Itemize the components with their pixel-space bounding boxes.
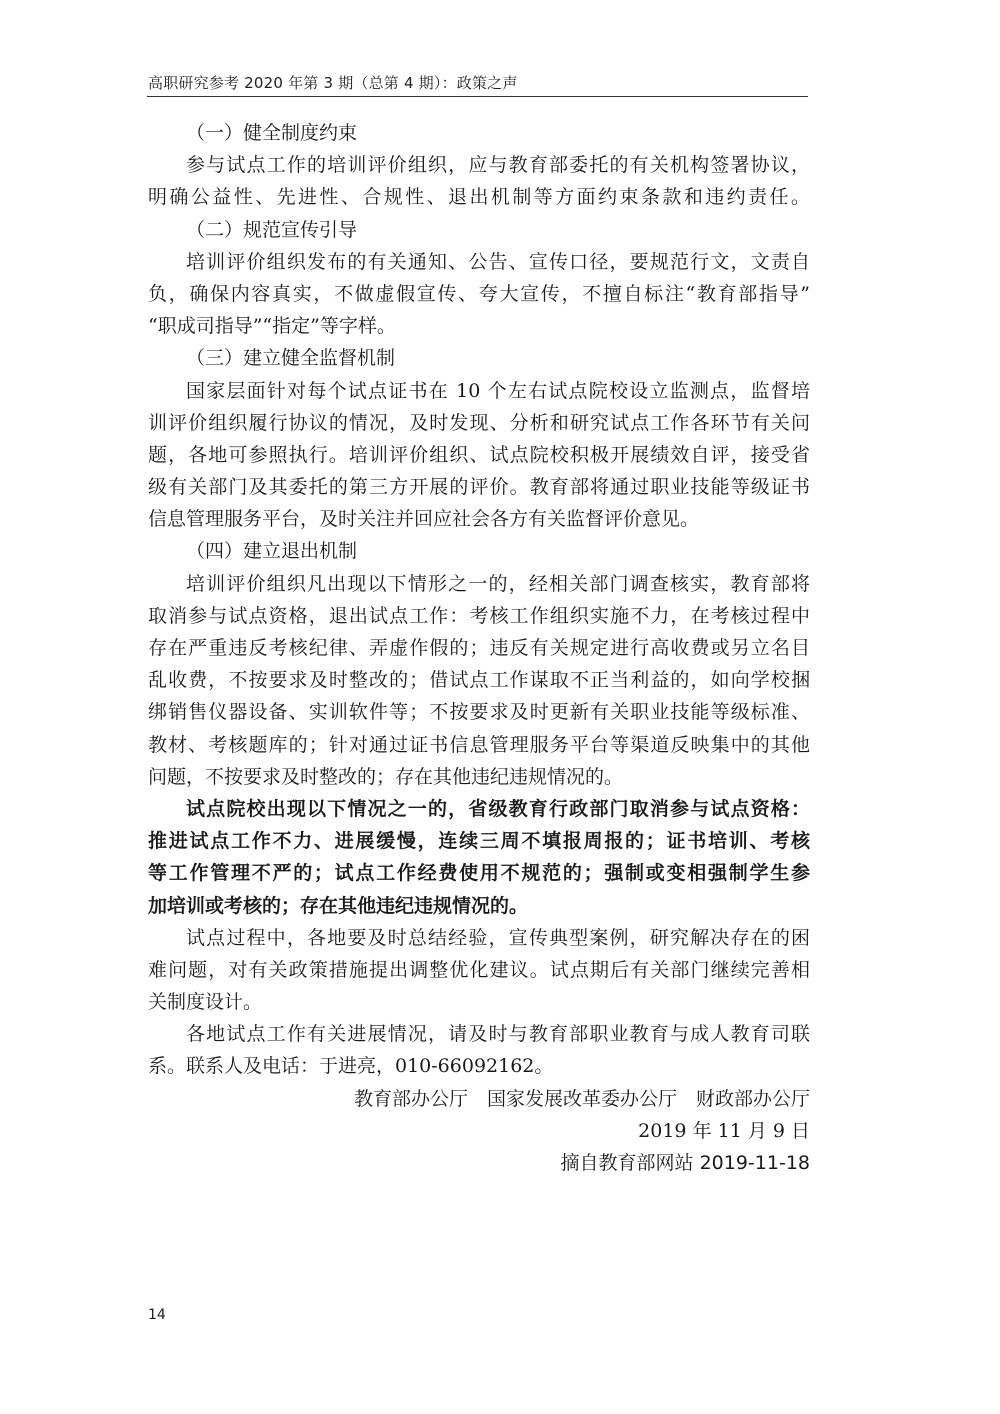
paragraph-line: 关制度设计。	[148, 991, 263, 1014]
section-heading: （二）规范宣传引导	[186, 218, 358, 241]
page-number: 14	[148, 1307, 166, 1323]
paragraph-line: 绑销售仪器设备、实训软件等；不按要求及时更新有关职业技能等级标准、	[148, 701, 810, 724]
paragraph-line: 培训评价组织凡出现以下情形之一的，经相关部门调查核实，教育部将	[186, 572, 810, 595]
paragraph-line: 加培训或考核的；存在其他违纪违规情况的。	[148, 894, 529, 917]
paragraph-line: 教材、考核题库的；针对通过证书信息管理服务平台等渠道反映集中的其他	[148, 733, 810, 756]
paragraph-line: 问题，不按要求及时整改的；存在其他违纪违规情况的。	[148, 765, 624, 788]
paragraph-line: 参与试点工作的培训评价组织，应与教育部委托的有关机构签署协议，	[186, 154, 810, 177]
paragraph-line: 难问题，对有关政策措施提出调整优化建议。试点期后有关部门继续完善相	[148, 958, 810, 981]
source-note: 摘自教育部网站 2019-11-18	[560, 1152, 810, 1174]
paragraph-line: 乱收费，不按要求及时整改的；借试点工作谋取不正当利益的，如向学校捆	[148, 669, 810, 692]
paragraph-line: 取消参与试点资格，退出试点工作：考核工作组织实施不力，在考核过程中	[148, 604, 810, 627]
paragraph-line: 级有关部门及其委托的第三方开展的评价。教育部将通过职业技能等级证书	[148, 476, 810, 499]
paragraph-line: 训评价组织履行协议的情况，及时发现、分析和研究试点工作各环节有关问	[148, 411, 810, 434]
paragraph-line: 存在严重违反考核纪律、弄虚作假的；违反有关规定进行高收费或另立名目	[148, 637, 810, 659]
issuing-offices: 教育部办公厅 国家发展改革委办公厅 财政部办公厅	[353, 1087, 810, 1110]
paragraph-line: 各地试点工作有关进展情况，请及时与教育部职业教育与成人教育司联	[186, 1023, 810, 1046]
paragraph-line: 等工作管理不严的；试点工作经费使用不规范的；强制或变相强制学生参	[148, 862, 810, 885]
paragraph-line: 信息管理服务平台，及时关注并回应社会各方有关监督评价意见。	[148, 508, 700, 531]
paragraph-line: 培训评价组织发布的有关通知、公告、宣传口径，要规范行文，文责自	[186, 250, 810, 273]
running-header: 高职研究参考 2020 年第 3 期（总第 4 期）：政策之声	[148, 74, 518, 92]
paragraph-line: 明确公益性、先进性、合规性、退出机制等方面约束条款和违约责任。	[148, 186, 810, 209]
paragraph-line: 试点过程中，各地要及时总结经验，宣传典型案例，研究解决存在的困	[186, 926, 810, 949]
section-heading: （三）建立健全监督机制	[186, 347, 396, 370]
section-heading: （一）健全制度约束	[186, 122, 358, 144]
paragraph-line: 负，确保内容真实，不做虚假宣传、夸大宣传，不擅自标注“教育部指导”	[148, 282, 810, 305]
section-heading: （四）建立退出机制	[186, 540, 358, 563]
paragraph-line: 推进试点工作不力、进展缓慢，连续三周不填报周报的；证书培训、考核	[148, 830, 810, 853]
issue-date: 2019 年 11 月 9 日	[638, 1119, 810, 1142]
paragraph-line: 试点院校出现以下情况之一的，省级教育行政部门取消参与试点资格：	[186, 797, 810, 820]
paragraph-line: 系。联系人及电话：于进亮，010-66092162。	[148, 1055, 554, 1078]
header-divider	[147, 96, 808, 97]
paragraph-line: 国家层面针对每个试点证书在 10 个左右试点院校设立监测点，监督培	[186, 379, 810, 402]
article-body	[148, 117, 810, 1179]
paragraph-line: “职成司指导”“指定”等字样。	[148, 315, 396, 338]
paragraph-line: 题，各地可参照执行。培训评价组织、试点院校积极开展绩效自评，接受省	[148, 443, 810, 466]
